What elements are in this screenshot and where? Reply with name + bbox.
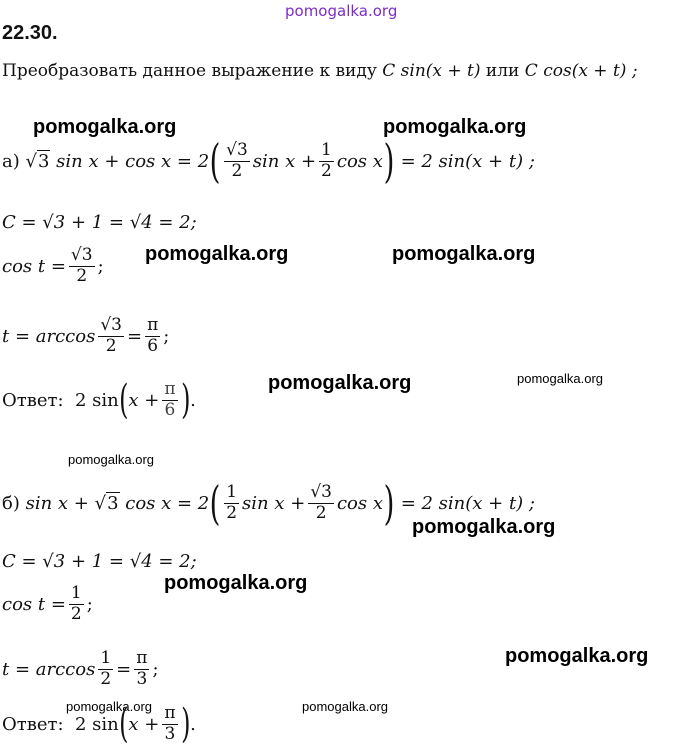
punct: ; [163, 325, 170, 347]
numerator: √3 [310, 481, 332, 502]
denominator: 2 [70, 603, 82, 624]
punct: ; [86, 593, 93, 615]
equals: = [116, 658, 132, 680]
rhs: = 2 sin(x + t) ; [400, 492, 535, 514]
watermark: pomogalka.org [268, 372, 412, 394]
left-paren: ( [118, 377, 129, 423]
fraction [98, 317, 124, 356]
denominator: 6 [147, 335, 159, 356]
answer-label: Ответ: [2, 713, 64, 735]
equals: = [127, 325, 143, 347]
denominator: 2 [231, 160, 243, 181]
term: cos x [336, 150, 383, 172]
denominator: 2 [76, 265, 88, 286]
fraction [224, 139, 250, 181]
right-paren: ) [180, 377, 191, 423]
task-form-1: C sin(x + t) [382, 61, 481, 81]
part-a-c-line: C = √3 + 1 = √4 = 2; [2, 212, 197, 233]
denominator: 2 [226, 502, 238, 523]
part-b-t-line [2, 650, 159, 689]
part-b-c-line: C = √3 + 1 = √4 = 2; [2, 551, 197, 572]
sqrt-radicand: 3 [37, 151, 50, 172]
t-arccos: t = arccos [2, 658, 96, 680]
watermark: pomogalka.org [505, 645, 649, 667]
sqrt-radicand: 3 [107, 493, 119, 514]
part-b-answer [2, 701, 196, 747]
cos-t: cos t = [2, 255, 66, 277]
right-paren: ) [383, 476, 395, 530]
problem-statement [2, 61, 638, 81]
numerator: 1 [70, 583, 82, 603]
part-a-label: а) [2, 150, 20, 172]
watermark: pomogalka.org [145, 243, 289, 265]
punct: ; [152, 658, 159, 680]
answer-x: x + [128, 389, 160, 411]
fraction [224, 481, 239, 523]
punct: . [190, 713, 196, 735]
lhs: cos x = 2 [125, 492, 210, 514]
problem-number: 22.30. [2, 22, 58, 44]
denominator: 3 [164, 723, 176, 744]
denominator: 2 [100, 668, 112, 689]
numerator: 1 [226, 481, 238, 502]
numerator: π [147, 315, 159, 335]
fraction [145, 317, 160, 356]
fraction [134, 650, 149, 689]
answer-expr: 2 sin [74, 713, 119, 735]
denominator: 2 [315, 502, 327, 523]
watermark: pomogalka.org [33, 116, 177, 138]
numerator: √3 [100, 315, 122, 335]
punct: . [190, 389, 196, 411]
denominator: 2 [321, 160, 332, 181]
right-paren: ) [180, 701, 191, 747]
denominator: 3 [136, 668, 148, 689]
answer-label: Ответ: [2, 389, 64, 411]
numerator: π [136, 648, 148, 668]
fraction [319, 139, 334, 181]
left-paren: ( [209, 134, 221, 188]
part-b-equation: б) sin x + √ 3 cos x = 2 ( $\frac{1}{2}$ sin x + $\frac{√3}{2}$ cos x ) = 2 sin(x + t) ; [2, 476, 535, 530]
task-or: или [485, 61, 520, 81]
fraction [69, 585, 84, 624]
watermark: pomogalka.org [68, 452, 154, 467]
part-a-t-line [2, 317, 169, 356]
watermark: pomogalka.org [302, 699, 388, 714]
part-a-cos-line [2, 247, 104, 286]
right-paren: ) [383, 134, 395, 188]
denominator: 6 [164, 399, 176, 420]
watermark: pomogalka.org [412, 516, 556, 538]
numerator: π [164, 378, 176, 399]
lhs: sin x + [25, 492, 89, 514]
watermark: pomogalka.org [164, 572, 308, 594]
fraction [69, 247, 95, 286]
watermark-top: pomogalka.org [285, 2, 398, 20]
task-form-2: C cos(x + t) ; [524, 61, 638, 81]
term: sin x + [242, 492, 306, 514]
numerator: √3 [70, 245, 93, 265]
task-text: Преобразовать данное выражение к виду [2, 61, 377, 81]
part-b-label: б) [2, 492, 20, 514]
watermark: pomogalka.org [392, 243, 536, 265]
watermark: pomogalka.org [66, 699, 152, 714]
denominator: 2 [105, 335, 117, 356]
rhs: = 2 sin(x + t) ; [400, 150, 535, 172]
numerator: 1 [100, 648, 112, 668]
answer-expr: 2 sin [74, 389, 119, 411]
fraction [162, 378, 177, 420]
numerator: π [164, 702, 176, 723]
fraction [308, 481, 334, 523]
t-arccos: t = arccos [2, 325, 96, 347]
answer-x: x + [128, 713, 160, 735]
cos-t: cos t = [2, 593, 66, 615]
part-a-answer [2, 377, 196, 423]
fraction [162, 702, 177, 744]
term: cos x [336, 492, 383, 514]
term: sin x + [252, 150, 317, 172]
numerator: √3 [226, 139, 248, 160]
watermark: pomogalka.org [517, 371, 603, 386]
lhs: sin x + cos x = 2 [56, 150, 210, 172]
part-b-cos-line [2, 585, 93, 624]
fraction [98, 650, 113, 689]
punct: ; [97, 255, 104, 277]
numerator: 1 [321, 139, 332, 160]
left-paren: ( [118, 701, 129, 747]
left-paren: ( [209, 476, 221, 530]
part-a-equation: а) √ 3 sin x + cos x = 2 ( $\frac{√3}{2}$ sin x + $\frac{1}{2}$ cos x ) = 2 sin(x + t) ; [2, 134, 535, 188]
watermark: pomogalka.org [383, 116, 527, 138]
